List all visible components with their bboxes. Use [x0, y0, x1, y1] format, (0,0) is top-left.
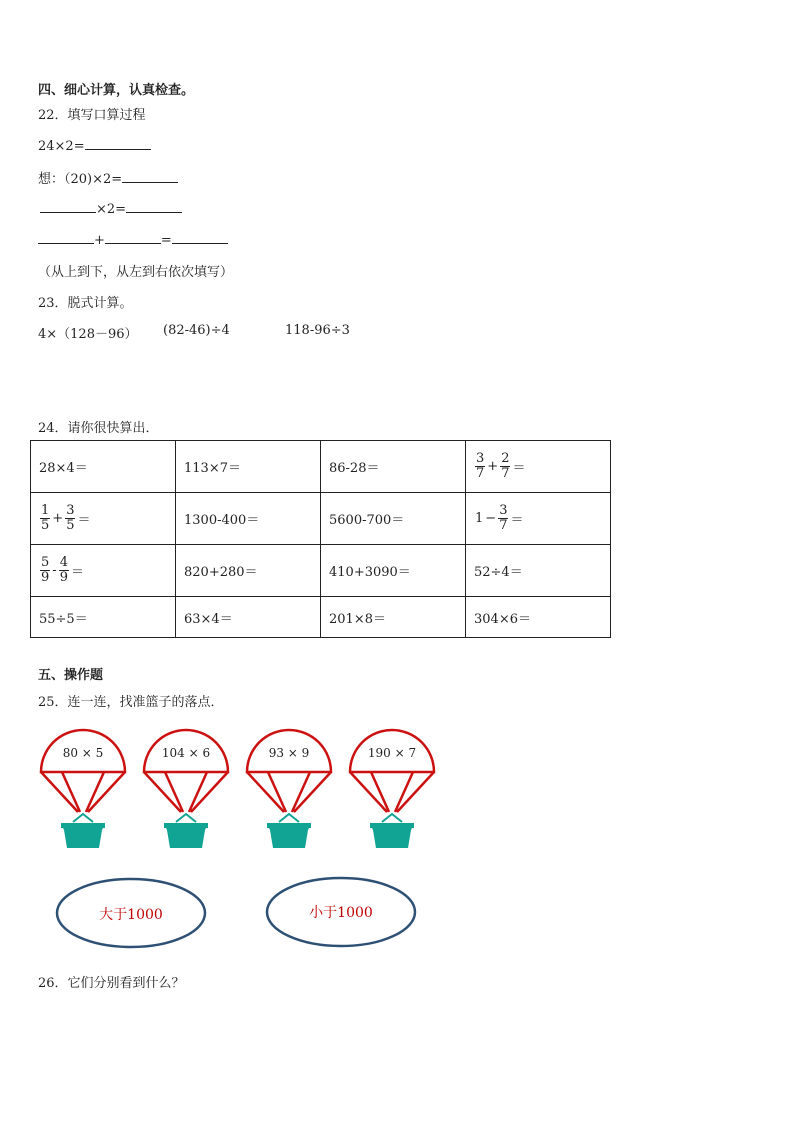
- numerator: 3: [476, 451, 485, 466]
- fraction: [498, 504, 508, 533]
- parachute[interactable]: [350, 730, 434, 848]
- oval-greater-than-1000[interactable]: [57, 879, 205, 947]
- q22-line-3: [40, 200, 182, 217]
- denominator: 7: [476, 466, 485, 481]
- table-cell: 1300-400＝: [176, 493, 321, 545]
- parachute-label: 80 × 5: [62, 746, 104, 760]
- denominator: 5: [66, 518, 75, 533]
- numerator: 3: [66, 503, 75, 518]
- question-22-title: 22．填写口算过程: [38, 108, 146, 123]
- q22-line-4: [38, 231, 228, 248]
- q22-line-1: [38, 137, 151, 154]
- question-26-title: 26．它们分别看到什么？: [38, 976, 185, 991]
- question-23-title: 23．脱式计算。: [38, 296, 133, 311]
- operator: -: [52, 563, 57, 578]
- table-cell: 52÷4＝: [466, 545, 611, 597]
- fraction: [40, 556, 50, 585]
- section-heading-4: 四、细心计算，认真检查。: [38, 83, 195, 98]
- basket-rim: [61, 823, 105, 828]
- section-heading-5: 五、操作题: [38, 668, 104, 683]
- operator: +: [487, 459, 499, 474]
- table-cell: 820+280＝: [176, 545, 321, 597]
- q22-equals: =: [160, 233, 172, 248]
- operator: −: [485, 511, 497, 526]
- q22-line-2: [38, 168, 178, 187]
- oval-label: 大于1000: [99, 907, 163, 923]
- question-24-title: 24．请你很快算出．: [38, 421, 159, 436]
- answer-blank[interactable]: [126, 200, 182, 213]
- numerator: 1: [41, 503, 50, 518]
- oval-group: [0, 875, 794, 955]
- parachute[interactable]: [41, 730, 125, 848]
- denominator: 9: [59, 570, 68, 585]
- operator: +: [52, 511, 64, 526]
- parachute-group: [0, 720, 794, 860]
- table-cell: 28×4＝: [31, 441, 176, 493]
- table-cell: 201×8＝: [321, 597, 466, 638]
- denominator: 7: [499, 518, 508, 533]
- table-cell-fraction: [31, 493, 176, 545]
- basket-rim: [164, 823, 208, 828]
- basket-handle: [176, 814, 196, 822]
- parachute-label: 93 × 9: [268, 746, 310, 760]
- basket-handle: [382, 814, 402, 822]
- parachute-strings: [41, 772, 125, 812]
- table-cell: 63×4＝: [176, 597, 321, 638]
- denominator: 9: [41, 570, 50, 585]
- numerator: 3: [499, 503, 508, 518]
- table-cell: 5600-700＝: [321, 493, 466, 545]
- parachute-label: 104 × 6: [161, 746, 211, 760]
- answer-blank[interactable]: [38, 231, 94, 244]
- basket-handle: [279, 814, 299, 822]
- table-cell: 304×6＝: [466, 597, 611, 638]
- table-row: [31, 441, 611, 493]
- q22-plus: +: [94, 233, 105, 248]
- equals: ＝: [510, 513, 524, 528]
- fraction: [59, 556, 69, 585]
- q22-times-two: ×2=: [96, 202, 127, 217]
- q23-expr-1: 4×（128－96）: [38, 327, 138, 342]
- answer-blank[interactable]: [40, 200, 96, 213]
- table-cell-fraction: [31, 545, 176, 597]
- equals: ＝: [512, 461, 526, 476]
- table-cell: 86-28＝: [321, 441, 466, 493]
- fraction: [65, 504, 75, 533]
- oval-label: 小于1000: [309, 905, 373, 921]
- calc-table: [30, 440, 611, 638]
- fraction: [500, 452, 510, 481]
- numerator: 5: [41, 555, 50, 570]
- parachute[interactable]: [247, 730, 331, 848]
- q22-note: （从上到下，从左到右依次填写）: [38, 265, 234, 280]
- answer-blank[interactable]: [85, 137, 151, 150]
- equals: ＝: [77, 513, 91, 528]
- q22-expression: 24×2=: [38, 139, 85, 154]
- equals: ＝: [70, 565, 84, 580]
- fraction: [475, 452, 485, 481]
- numerator: 2: [501, 451, 510, 466]
- table-cell: 55÷5＝: [31, 597, 176, 638]
- parachute-strings: [350, 772, 434, 812]
- table-cell-fraction: [466, 493, 611, 545]
- table-row: [31, 597, 611, 638]
- basket-rim: [370, 823, 414, 828]
- parachute-strings: [144, 772, 228, 812]
- fraction: [40, 504, 50, 533]
- whole-number: 1: [475, 511, 484, 526]
- parachute-strings: [247, 772, 331, 812]
- numerator: 4: [59, 555, 68, 570]
- q23-expr-3: 118-96÷3: [285, 323, 350, 338]
- answer-blank[interactable]: [172, 231, 228, 244]
- answer-blank[interactable]: [105, 231, 161, 244]
- question-25-title: 25．连一连，找准篮子的落点．: [38, 695, 224, 710]
- table-row: [31, 493, 611, 545]
- basket-handle: [73, 814, 93, 822]
- answer-blank[interactable]: [122, 170, 178, 183]
- oval-less-than-1000[interactable]: [267, 878, 415, 946]
- table-cell: 113×7＝: [176, 441, 321, 493]
- q22-hint: 想：（20)×2=: [38, 172, 123, 187]
- q23-expr-2: (82-46)÷4: [163, 323, 230, 338]
- table-cell: 410+3090＝: [321, 545, 466, 597]
- parachute[interactable]: [144, 730, 228, 848]
- denominator: 7: [501, 466, 510, 481]
- denominator: 5: [41, 518, 50, 533]
- parachute-label: 190 × 7: [367, 746, 417, 760]
- table-cell-fraction: [466, 441, 611, 493]
- table-row: [31, 545, 611, 597]
- basket-rim: [267, 823, 311, 828]
